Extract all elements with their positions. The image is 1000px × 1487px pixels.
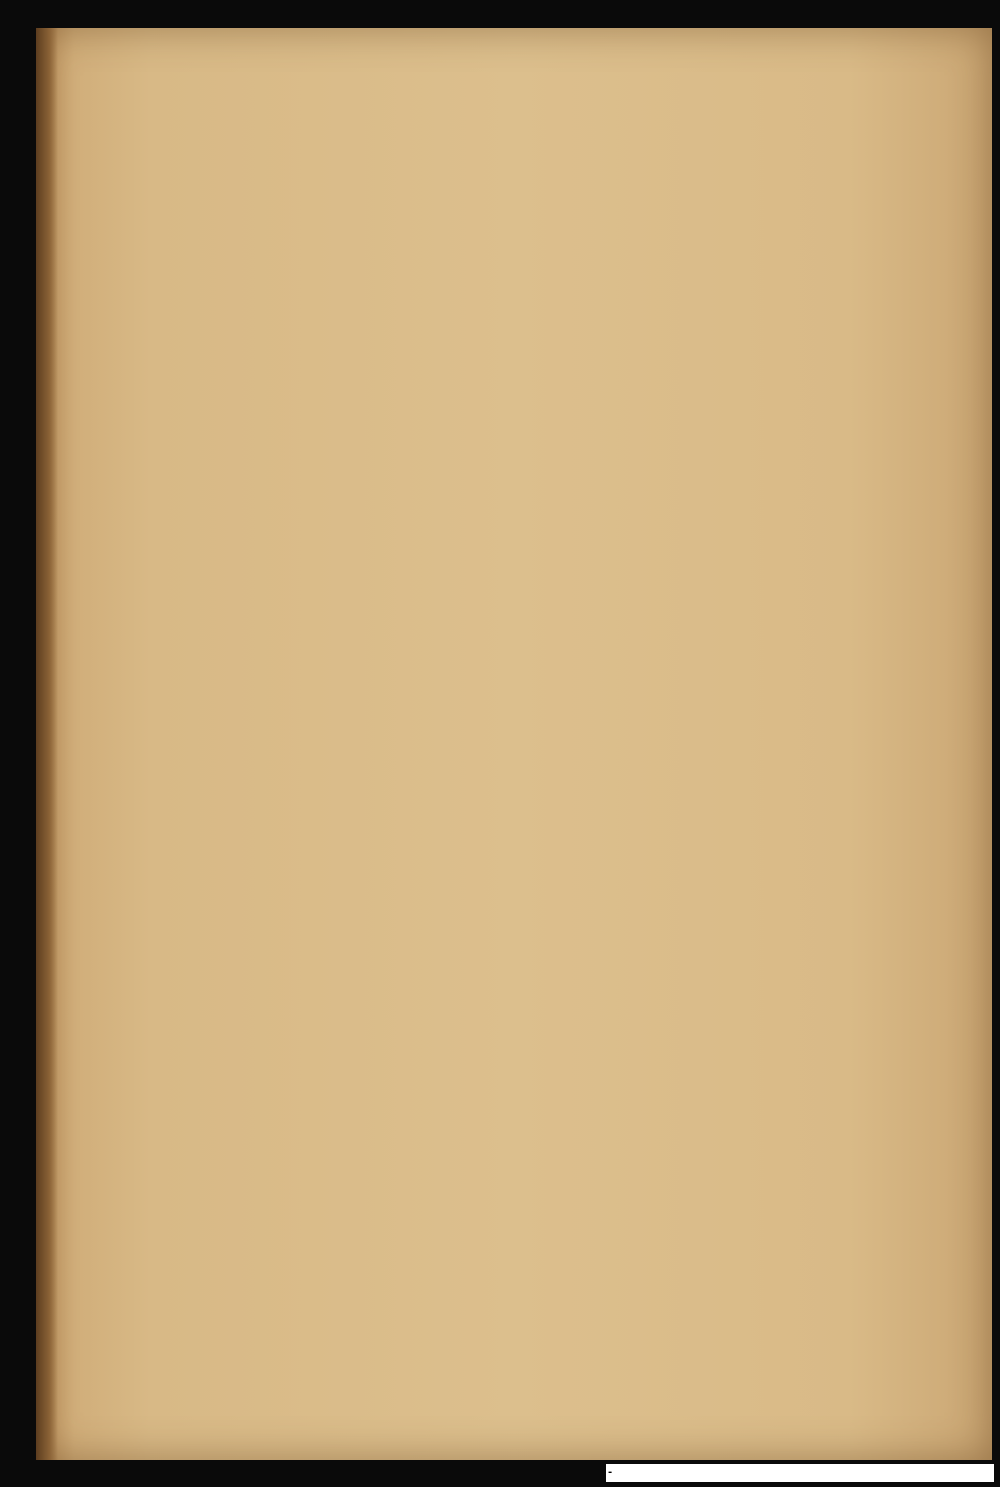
page-sheet xyxy=(36,28,992,1460)
page-binding-edge xyxy=(36,28,58,1460)
digitization-footer: - xyxy=(606,1464,994,1482)
